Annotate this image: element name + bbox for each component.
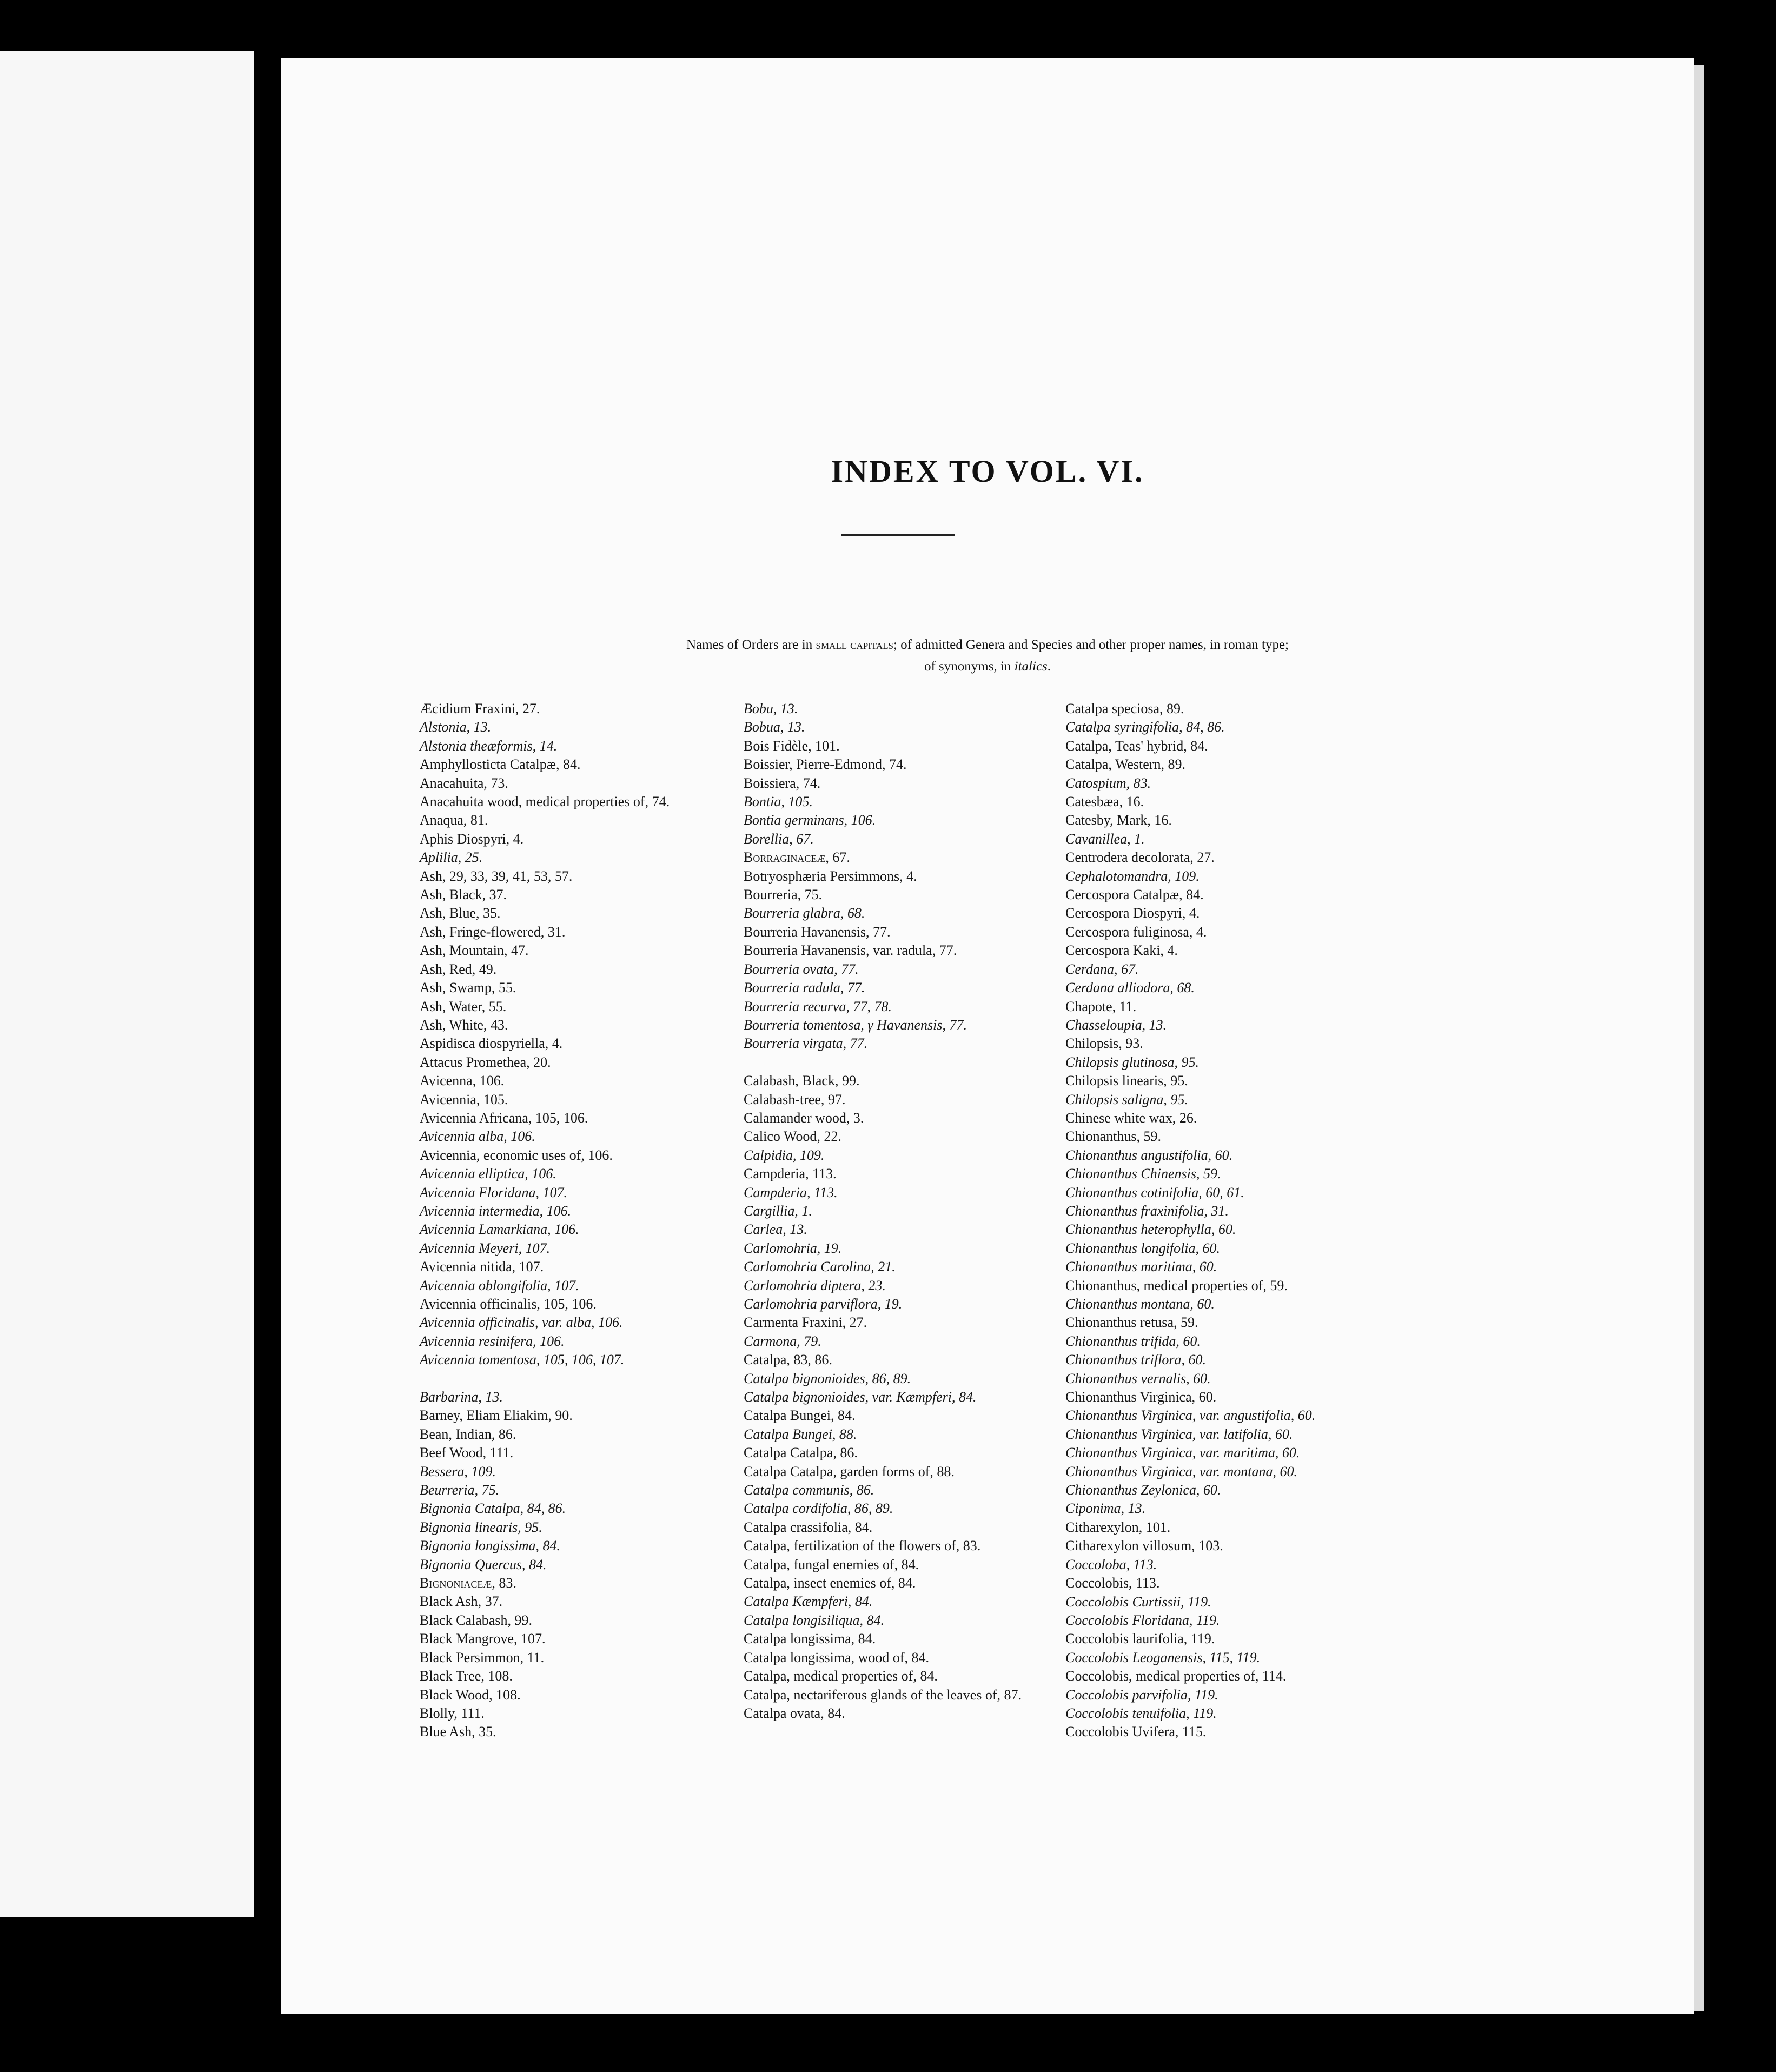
index-entry: Chinese white wax, 26. bbox=[1065, 1110, 1197, 1126]
index-entry: Blue Ash, 35. bbox=[420, 1724, 496, 1740]
index-entry: Cercospora Diospyri, 4. bbox=[1065, 905, 1200, 921]
index-entry: Catesby, Mark, 16. bbox=[1065, 812, 1172, 828]
index-entry: Catalpa ovata, 84. bbox=[744, 1705, 845, 1721]
index-entry: Chionanthus triflora, 60. bbox=[1065, 1352, 1207, 1368]
index-entry: Ash, Fringe-flowered, 31. bbox=[420, 924, 566, 940]
index-entry: Bourreria glabra, 68. bbox=[744, 905, 865, 921]
index-entry: Bourreria ovata, 77. bbox=[744, 961, 859, 977]
index-entry: Avicennia Meyeri, 107. bbox=[420, 1240, 551, 1256]
index-entry: Catalpa longissima, 84. bbox=[744, 1631, 876, 1647]
index-entry: Chionanthus, medical properties of, 59. bbox=[1065, 1277, 1288, 1293]
note-text-2: ; of admitted Genera and Species and other proper names, in roman type; bbox=[893, 637, 1289, 652]
index-entry: Chionanthus fraxinifolia, 31. bbox=[1065, 1203, 1229, 1219]
index-entry: Catospium, 83. bbox=[1065, 775, 1151, 791]
title-rule bbox=[841, 534, 955, 536]
index-entry: Bignonia longissima, 84. bbox=[420, 1538, 561, 1554]
note-text-1: Names of Orders are in bbox=[686, 637, 813, 652]
index-entry: Anacahuita, 73. bbox=[420, 775, 508, 791]
index-entry: Calabash-tree, 97. bbox=[744, 1091, 846, 1107]
index-entry: Catalpa, insect enemies of, 84. bbox=[744, 1575, 916, 1591]
index-entry: Bignonia Quercus, 84. bbox=[420, 1556, 547, 1572]
index-entry: Avicennia tomentosa, 105, 106, 107. bbox=[420, 1352, 625, 1368]
index-entry: Cerdana alliodora, 68. bbox=[1065, 980, 1195, 996]
index-entry: Barney, Eliam Eliakim, 90. bbox=[420, 1407, 573, 1424]
index-entry: Citharexylon villosum, 103. bbox=[1065, 1538, 1223, 1554]
index-entry: Bontia, 105. bbox=[744, 794, 813, 810]
index-entry: Carmona, 79. bbox=[744, 1333, 821, 1349]
index-entry: Bignoniaceæ, 83. bbox=[420, 1575, 516, 1591]
index-entry: Chionanthus Virginica, var. angustifolia, 60. bbox=[1065, 1407, 1316, 1424]
index-entry: Borellia, 67. bbox=[744, 831, 814, 847]
index-entry: Catalpa, medical properties of, 84. bbox=[744, 1668, 938, 1684]
index-entry: Catalpa Catalpa, garden forms of, 88. bbox=[744, 1463, 955, 1479]
index-entry: Aspidisca diospyriella, 4. bbox=[420, 1035, 563, 1052]
index-entry: Bignonia Catalpa, 84, 86. bbox=[420, 1500, 566, 1517]
index-entry: Catalpa Kæmpferi, 84. bbox=[744, 1593, 873, 1610]
index-entry: Chionanthus cotinifolia, 60, 61. bbox=[1065, 1184, 1244, 1200]
index-entry: Blolly, 111. bbox=[420, 1705, 485, 1721]
page-title: INDEX TO VOL. VI. bbox=[831, 454, 1144, 489]
index-entry: Bessera, 109. bbox=[420, 1463, 496, 1479]
index-entry: Black Mangrove, 107. bbox=[420, 1631, 546, 1647]
index-entry: Avicennia alba, 106. bbox=[420, 1128, 535, 1145]
index-entry: Ash, 29, 33, 39, 41, 53, 57. bbox=[420, 868, 573, 884]
index-entry: Ash, Water, 55. bbox=[420, 998, 507, 1014]
index-entry: Bobua, 13. bbox=[744, 719, 805, 735]
index-entry: Carlomohria, 19. bbox=[744, 1240, 842, 1256]
index-entry: Chionanthus heterophylla, 60. bbox=[1065, 1221, 1236, 1238]
index-entry: Coccolobis Floridana, 119. bbox=[1065, 1612, 1220, 1628]
index-entry: Carlomohria parviflora, 19. bbox=[744, 1296, 903, 1312]
index-entry: Coccolobis, medical properties of, 114. bbox=[1065, 1668, 1287, 1684]
index-entry: Calamander wood, 3. bbox=[744, 1110, 864, 1126]
index-entry: Cercospora Catalpæ, 84. bbox=[1065, 887, 1204, 903]
index-entry: Alstonia theæformis, 14. bbox=[420, 738, 558, 754]
index-entry: Avicennia Lamarkiana, 106. bbox=[420, 1221, 579, 1238]
index-entry: Bourreria virgata, 77. bbox=[744, 1035, 868, 1052]
index-entry: Chasseloupia, 13. bbox=[1065, 1017, 1167, 1033]
index-page bbox=[281, 58, 1694, 2014]
index-entry: Anaqua, 81. bbox=[420, 812, 488, 828]
index-entry: Ciponima, 13. bbox=[1065, 1500, 1146, 1517]
index-entry: Catalpa Bungei, 84. bbox=[744, 1407, 856, 1424]
index-entry: Chilopsis, 93. bbox=[1065, 1035, 1143, 1052]
index-entry: Carlomohria Carolina, 21. bbox=[744, 1259, 896, 1275]
index-column-2 bbox=[744, 700, 1068, 1723]
index-entry: Catalpa longissima, wood of, 84. bbox=[744, 1649, 930, 1665]
index-entry: Chilopsis saligna, 95. bbox=[1065, 1091, 1188, 1107]
index-entry: Beef Wood, 111. bbox=[420, 1445, 514, 1461]
index-column-1 bbox=[420, 700, 744, 1742]
note-italics: italics bbox=[1014, 659, 1048, 674]
index-entry: Catalpa, nectariferous glands of the leaves of, 87. bbox=[744, 1686, 1022, 1703]
index-entry: Bourreria tomentosa, γ Havanensis, 77. bbox=[744, 1017, 967, 1033]
index-entry: Campderia, 113. bbox=[744, 1184, 838, 1200]
index-entry: Chionanthus trifida, 60. bbox=[1065, 1333, 1201, 1349]
note-text-end: . bbox=[1047, 659, 1051, 674]
index-entry: Bois Fidèle, 101. bbox=[744, 738, 840, 754]
index-entry: Beurreria, 75. bbox=[420, 1482, 500, 1498]
index-entry: Bourreria radula, 77. bbox=[744, 980, 865, 996]
index-entry: Æcidium Fraxini, 27. bbox=[420, 701, 540, 716]
index-entry: Cavanillea, 1. bbox=[1065, 831, 1145, 847]
index-entry: Botryosphæria Persimmons, 4. bbox=[744, 868, 917, 884]
note-text-3: of synonyms, in bbox=[924, 659, 1011, 674]
index-entry: Avicennia elliptica, 106. bbox=[420, 1166, 556, 1182]
index-entry: Ash, Blue, 35. bbox=[420, 905, 501, 921]
index-entry: Avicennia oblongifolia, 107. bbox=[420, 1277, 579, 1293]
index-entry: Black Persimmon, 11. bbox=[420, 1649, 545, 1665]
index-entry: Avicennia officinalis, var. alba, 106. bbox=[420, 1314, 623, 1331]
note-small-caps: small capitals bbox=[816, 638, 893, 652]
index-entry: Bourreria Havanensis, var. radula, 77. bbox=[744, 942, 957, 959]
index-entry: Aplilia, 25. bbox=[420, 849, 483, 866]
index-entry: Chionanthus Zeylonica, 60. bbox=[1065, 1482, 1221, 1498]
index-entry: Catalpa communis, 86. bbox=[744, 1482, 874, 1498]
index-entry: Coccoloba, 113. bbox=[1065, 1556, 1157, 1572]
index-entry: Carlea, 13. bbox=[744, 1221, 807, 1238]
index-entry: Anacahuita wood, medical properties of, 74. bbox=[420, 794, 670, 810]
index-entry: Coccolobis Uvifera, 115. bbox=[1065, 1724, 1207, 1740]
index-entry: Avicennia, 105. bbox=[420, 1091, 508, 1107]
index-entry: Ash, White, 43. bbox=[420, 1017, 508, 1033]
index-entry: Cercospora fuliginosa, 4. bbox=[1065, 924, 1207, 940]
index-entry: Bourreria Havanensis, 77. bbox=[744, 924, 891, 940]
index-entry: Ash, Mountain, 47. bbox=[420, 942, 529, 959]
index-entry: Ash, Red, 49. bbox=[420, 961, 497, 977]
index-entry: Coccolobis, 113. bbox=[1065, 1575, 1160, 1591]
index-entry: Chapote, 11. bbox=[1065, 998, 1137, 1014]
index-entry: Cercospora Kaki, 4. bbox=[1065, 942, 1178, 959]
index-entry: Black Ash, 37. bbox=[420, 1593, 503, 1610]
index-entry: Chionanthus Virginica, var. maritima, 60. bbox=[1065, 1445, 1300, 1461]
index-entry: Avicennia intermedia, 106. bbox=[420, 1203, 572, 1219]
index-entry: Ash, Swamp, 55. bbox=[420, 980, 516, 996]
index-entry: Carlomohria diptera, 23. bbox=[744, 1277, 886, 1293]
index-entry: Borraginaceæ, 67. bbox=[744, 849, 850, 866]
index-entry: Boissier, Pierre-Edmond, 74. bbox=[744, 756, 907, 773]
index-entry: Chionanthus angustifolia, 60. bbox=[1065, 1147, 1233, 1163]
index-entry: Catalpa Catalpa, 86. bbox=[744, 1445, 858, 1461]
index-entry: Chionanthus retusa, 59. bbox=[1065, 1314, 1198, 1331]
index-entry: Catalpa speciosa, 89. bbox=[1065, 701, 1184, 716]
index-entry: Avicennia resinifera, 106. bbox=[420, 1333, 565, 1349]
index-entry: Bourreria recurva, 77, 78. bbox=[744, 998, 892, 1014]
index-entry: Aphis Diospyri, 4. bbox=[420, 831, 524, 847]
index-entry: Campderia, 113. bbox=[744, 1166, 837, 1182]
index-entry: Catalpa, Western, 89. bbox=[1065, 756, 1185, 773]
index-entry: Cerdana, 67. bbox=[1065, 961, 1139, 977]
index-entry: Alstonia, 13. bbox=[420, 719, 492, 735]
index-entry: Catalpa bignonioides, 86, 89. bbox=[744, 1370, 911, 1386]
index-entry: Chionanthus Virginica, 60. bbox=[1065, 1389, 1217, 1405]
index-entry: Catalpa Bungei, 88. bbox=[744, 1426, 857, 1442]
index-entry: Catalpa, 83, 86. bbox=[744, 1352, 832, 1368]
index-entry: Coccolobis parvifolia, 119. bbox=[1065, 1686, 1218, 1703]
index-entry: Chionanthus maritima, 60. bbox=[1065, 1259, 1217, 1275]
index-entry: Black Tree, 108. bbox=[420, 1668, 513, 1684]
index-entry: Cargillia, 1. bbox=[744, 1203, 812, 1219]
index-entry: Chionanthus Chinensis, 59. bbox=[1065, 1166, 1221, 1182]
index-entry: Chilopsis glutinosa, 95. bbox=[1065, 1054, 1200, 1070]
index-entry: Avicennia officinalis, 105, 106. bbox=[420, 1296, 597, 1312]
index-entry: Attacus Promethea, 20. bbox=[420, 1054, 551, 1070]
index-entry: Catalpa, Teas' hybrid, 84. bbox=[1065, 738, 1208, 754]
index-entry: Avicenna, 106. bbox=[420, 1073, 505, 1089]
index-entry: Avicennia Africana, 105, 106. bbox=[420, 1110, 588, 1126]
index-entry: Black Wood, 108. bbox=[420, 1686, 521, 1703]
index-entry: Coccolobis laurifolia, 119. bbox=[1065, 1631, 1215, 1647]
index-legend-note bbox=[281, 634, 1694, 678]
index-entry: Cephalotomandra, 109. bbox=[1065, 868, 1200, 884]
index-entry: Catalpa bignonioides, var. Kæmpferi, 84. bbox=[744, 1389, 977, 1405]
index-entry: Barbarina, 13. bbox=[420, 1389, 503, 1405]
index-entry: Chionanthus vernalis, 60. bbox=[1065, 1370, 1211, 1386]
index-entry: Bontia germinans, 106. bbox=[744, 812, 876, 828]
index-entry: Chionanthus montana, 60. bbox=[1065, 1296, 1215, 1312]
index-entry: Chionanthus Virginica, var. montana, 60. bbox=[1065, 1463, 1297, 1479]
index-entry: Chionanthus Virginica, var. latifolia, 60. bbox=[1065, 1426, 1293, 1442]
index-entry: Catalpa crassifolia, 84. bbox=[744, 1519, 873, 1535]
index-entry: Calpidia, 109. bbox=[744, 1147, 825, 1163]
index-entry: Calico Wood, 22. bbox=[744, 1128, 841, 1145]
index-entry: Centrodera decolorata, 27. bbox=[1065, 849, 1215, 866]
facing-page bbox=[0, 51, 254, 1917]
index-entry: Coccolobis Leoganensis, 115, 119. bbox=[1065, 1649, 1261, 1665]
index-entry: Avicennia, economic uses of, 106. bbox=[420, 1147, 613, 1163]
index-entry: Bourreria, 75. bbox=[744, 887, 823, 903]
index-entry: Catalpa cordifolia, 86, 89. bbox=[744, 1500, 893, 1517]
index-entry: Catalpa longisiliqua, 84. bbox=[744, 1612, 885, 1628]
index-section-gap bbox=[420, 1370, 744, 1388]
index-entry: Boissiera, 74. bbox=[744, 775, 821, 791]
index-entry: Catalpa syringifolia, 84, 86. bbox=[1065, 719, 1225, 735]
index-entry: Chionanthus longifolia, 60. bbox=[1065, 1240, 1221, 1256]
index-entry: Amphyllosticta Catalpæ, 84. bbox=[420, 756, 581, 773]
index-entry: Avicennia Floridana, 107. bbox=[420, 1184, 567, 1200]
index-column-3 bbox=[1065, 700, 1390, 1742]
index-entry: Citharexylon, 101. bbox=[1065, 1519, 1171, 1535]
index-entry: Catesbæa, 16. bbox=[1065, 794, 1144, 810]
index-entry: Catalpa, fungal enemies of, 84. bbox=[744, 1556, 919, 1572]
index-entry: Carmenta Fraxini, 27. bbox=[744, 1314, 867, 1331]
index-entry: Coccolobis Curtissii, 119. bbox=[1065, 1593, 1211, 1610]
index-entry: Bobu, 13. bbox=[744, 701, 798, 716]
index-entry: Chilopsis linearis, 95. bbox=[1065, 1073, 1188, 1089]
index-entry: Coccolobis tenuifolia, 119. bbox=[1065, 1705, 1217, 1721]
index-entry: Black Calabash, 99. bbox=[420, 1612, 532, 1628]
index-entry: Bignonia linearis, 95. bbox=[420, 1519, 542, 1535]
index-entry: Avicennia nitida, 107. bbox=[420, 1259, 544, 1275]
index-entry: Ash, Black, 37. bbox=[420, 887, 507, 903]
index-section-gap bbox=[744, 1053, 1068, 1072]
index-entry: Catalpa, fertilization of the flowers of, 83. bbox=[744, 1538, 981, 1554]
index-entry: Chionanthus, 59. bbox=[1065, 1128, 1161, 1145]
index-entry: Bean, Indian, 86. bbox=[420, 1426, 516, 1442]
index-entry: Calabash, Black, 99. bbox=[744, 1073, 860, 1089]
